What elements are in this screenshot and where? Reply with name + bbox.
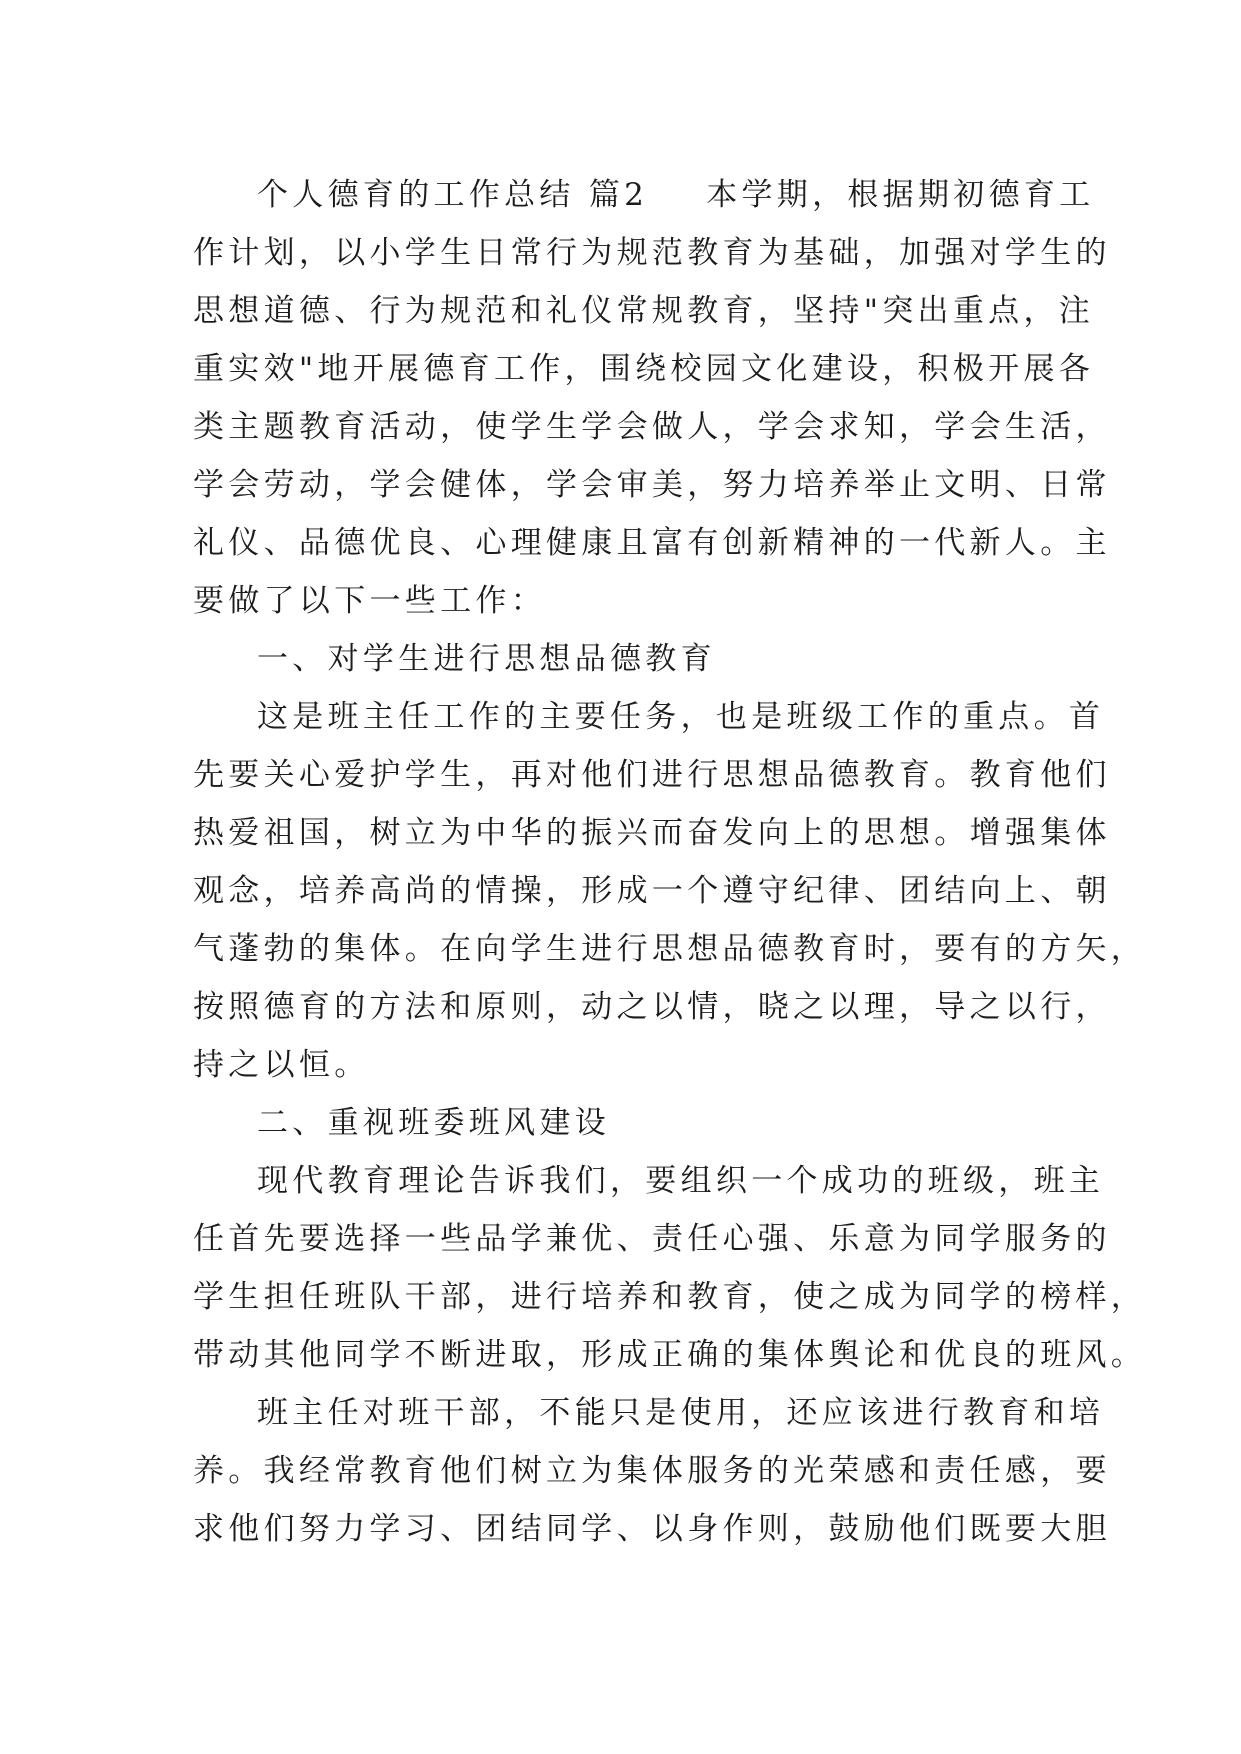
- paragraph-line: 类主题教育活动，使学生学会做人，学会求知，学会生活，: [193, 409, 1111, 445]
- paragraph-text: 本学期，根据期初德育工: [706, 177, 1095, 213]
- paragraph-line: 任首先要选择一些品学兼优、责任心强、乐意为同学服务的: [193, 1221, 1111, 1257]
- paragraph-line: 热爱祖国，树立为中华的振兴而奋发向上的思想。增强集体: [193, 815, 1111, 851]
- paragraph-line: 学会劳动，学会健体，学会审美，努力培养举止文明、日常: [193, 467, 1111, 503]
- paragraph-line: 要做了以下一些工作：: [193, 583, 546, 619]
- paragraph-line: 现代教育理论告诉我们，要组织一个成功的班级，班主: [257, 1163, 1105, 1199]
- paragraph-line: 气蓬勃的集体。在向学生进行思想品德教育时，要有的方矢，: [193, 931, 1147, 967]
- paragraph-line: 学生担任班队干部，进行培养和教育，使之成为同学的榜样，: [193, 1279, 1147, 1315]
- document-title: 个人德育的工作总结 篇2: [257, 177, 649, 213]
- document-body: [193, 166, 1147, 1558]
- paragraph-line: 先要关心爱护学生，再对他们进行思想品德教育。教育他们: [193, 757, 1111, 793]
- paragraph-line: 求他们努力学习、团结同学、以身作则，鼓励他们既要大胆: [193, 1511, 1111, 1547]
- paragraph-line: 观念，培养高尚的情操，形成一个遵守纪律、团结向上、朝: [193, 873, 1111, 909]
- title-line: [193, 166, 1095, 224]
- paragraph-line: 按照德育的方法和原则，动之以情，晓之以理，导之以行，: [193, 989, 1111, 1025]
- section-heading: 一、对学生进行思想品德教育: [257, 641, 716, 677]
- paragraph-line: 礼仪、品德优良、心理健康且富有创新精神的一代新人。主: [193, 525, 1111, 561]
- paragraph-line: 班主任对班干部，不能只是使用，还应该进行教育和培: [257, 1395, 1105, 1431]
- paragraph-line: 持之以恒。: [193, 1047, 370, 1083]
- paragraph-line: 作计划，以小学生日常行为规范教育为基础，加强对学生的: [193, 235, 1111, 271]
- paragraph-line: 重实效"地开展德育工作，围绕校园文化建设，积极开展各: [193, 351, 1095, 387]
- paragraph-line: 这是班主任工作的主要任务，也是班级工作的重点。首: [257, 699, 1105, 735]
- paragraph-line: 思想道德、行为规范和礼仪常规教育，坚持"突出重点，注: [193, 293, 1095, 329]
- paragraph-line: 带动其他同学不断进取，形成正确的集体舆论和优良的班风。: [193, 1337, 1147, 1373]
- paragraph-line: 养。我经常教育他们树立为集体服务的光荣感和责任感，要: [193, 1453, 1111, 1489]
- section-heading: 二、重视班委班风建设: [257, 1105, 610, 1141]
